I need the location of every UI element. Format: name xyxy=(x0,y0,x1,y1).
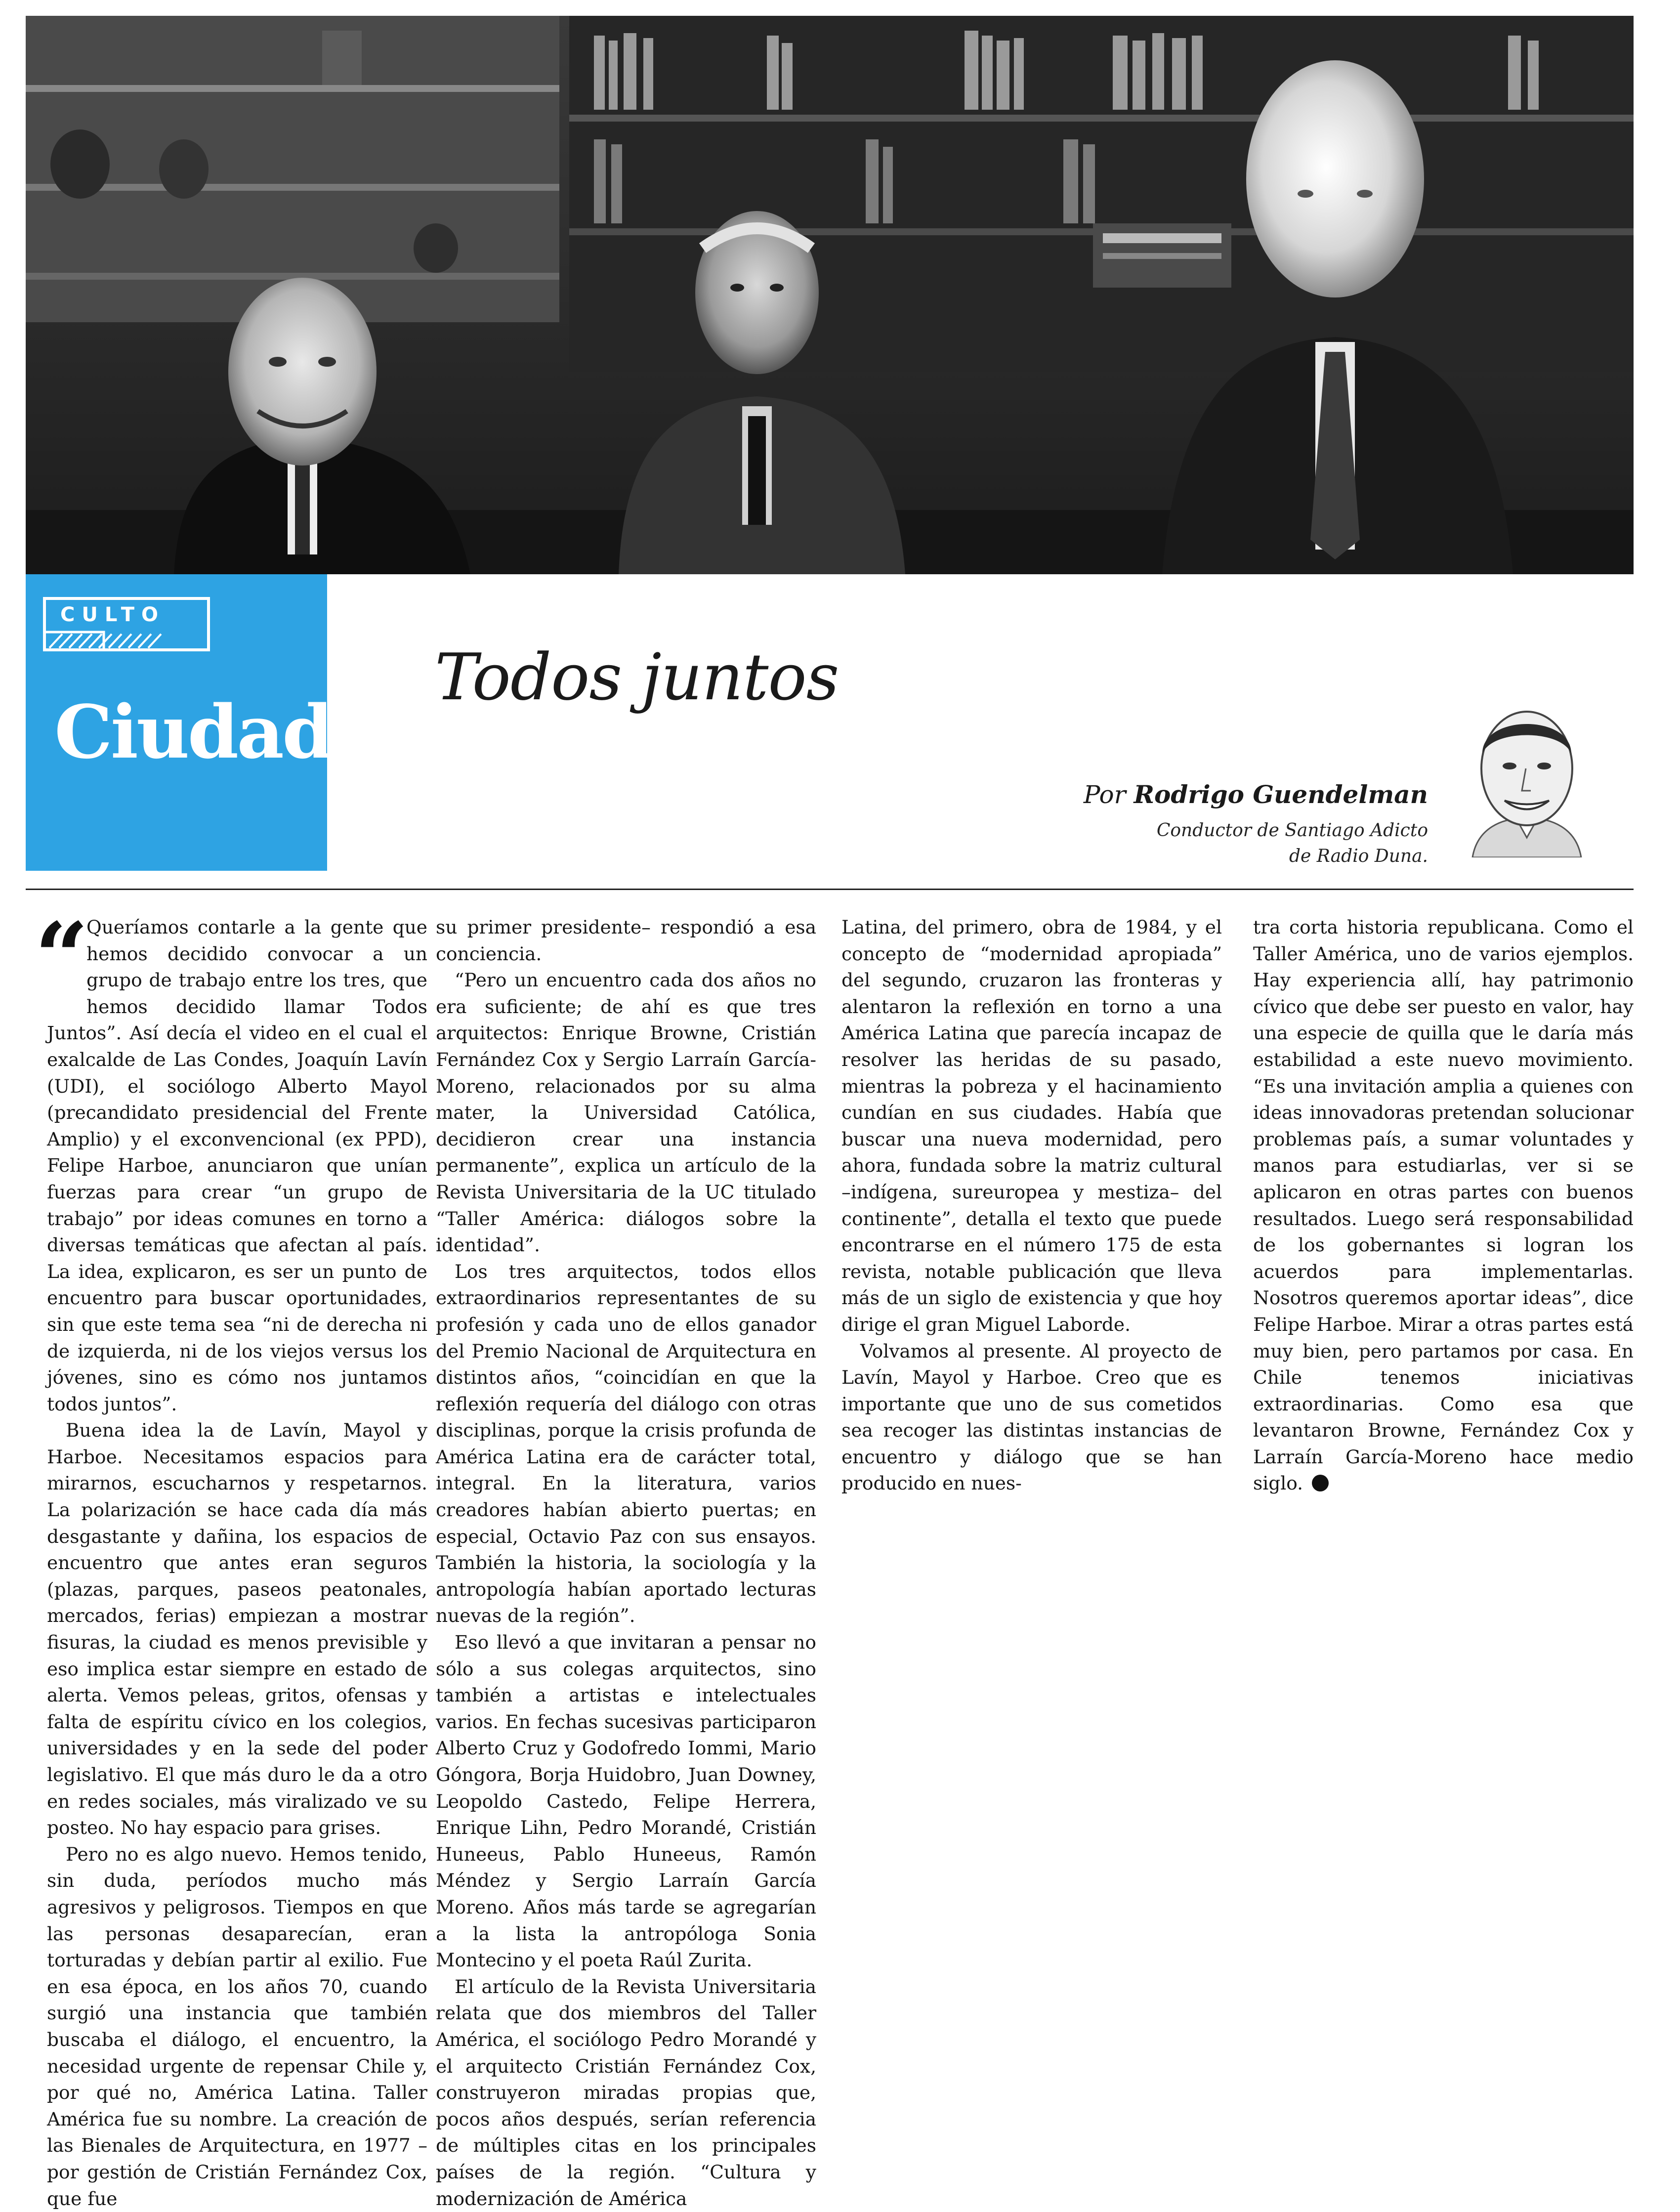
article-headline: Todos juntos xyxy=(435,639,839,715)
author-name: Rodrigo Guendelman xyxy=(1134,780,1428,809)
article-column-4 xyxy=(1253,914,1634,1497)
author-role xyxy=(1082,818,1428,869)
article-column-3 xyxy=(841,914,1222,1497)
paragraph: El artículo de la Revista Universitaria relata que dos miembros del Taller América, el sociólogo Pedro Morandé y el arquitecto Cristián Fernández Cox, construyeron miradas propias que, pocos años después, serían referencia de múltiples citas en los principales países de la región. “Cultura y modernización de América xyxy=(436,1975,816,2210)
end-of-article-dot-icon xyxy=(1312,1475,1329,1491)
article-photo xyxy=(26,16,1634,574)
paragraph: “Pero un encuentro cada dos años no era suficiente; de ahí es que tres arquitectos: Enrique Browne, Cristián Fernández Cox y Sergio Larraín García-Moreno, relacionados por su alma mater, la Universidad Católica, decidieron crear una instancia permanente”, explica un artículo de la Revista Universitaria de la UC titulado “Taller América: diálogos sobre la identidad”. xyxy=(436,969,816,1256)
photo-three-men-in-library xyxy=(26,16,1634,574)
paragraph xyxy=(1253,914,1634,1497)
paragraph: Los tres arquitectos, todos ellos extraordinarios representantes de su profesión y cada uno de ellos ganador del Premio Nacional de Arquitectura en distintos años, “coincidían en que la reflexión requería del diálogo con otras disciplinas, porque la crisis profunda de América Latina era de carácter total, integral. En la literatura, varios creadores habían abierto puertas; en especial, Octavio Paz con sus ensayos. También la historia, la sociología y la antropología habían aportado lecturas nuevas de la región”. xyxy=(436,1260,816,1627)
article-column-2 xyxy=(436,914,816,2212)
byline-prefix: Por xyxy=(1083,780,1126,809)
author-role-line-1: Conductor de Santiago Adicto xyxy=(1156,820,1428,841)
paragraph-text: tra corta historia republicana. Como el Taller América, uno de varios ejemplos. Hay experiencia allí, hay patrimonio cívico que debe ser puesto en valor, hay una especie de quilla que le daría más estabilidad a este nuevo movimiento. “Es una invitación amplia a quienes con ideas innovadoras pretendan solucionar problemas país, a sumar voluntades y manos para estudiarlas, ver si se aplicaron en otras partes con buenos resultados. Luego será responsabilidad de los gobernantes si logran los acuerdos para implementarlas. Nosotros queremos aportar ideas”, dice Felipe Harboe. Mirar a otras partes está muy bien, pero partamos por casa. En Chile tenemos iniciativas extraordinarias. Como esa que levantaron Browne, Fernández Cox y Larraín García-Moreno hace medio siglo. xyxy=(1253,916,1634,1494)
culto-brand-label: CULTO xyxy=(60,603,165,626)
header-divider xyxy=(26,889,1634,890)
paragraph: Pero no es algo nuevo. Hemos tenido, sin duda, períodos mucho más agresivos y peligrosos. Tiempos en que las personas desaparecían, eran torturadas y debían partir al exilio. Fue en esa época, en los años 70, cuando surgió una instancia que también buscaba el diálogo, el encuentro, la necesidad urgente de repensar Chile y, por qué no, América Latina. Taller América fue su nombre. La creación de las Bienales de Arquitectura, en 1977 –por gestión de Cristián Fernández Cox, que fue xyxy=(47,1843,427,2210)
paragraph-text: Queríamos contarle a la gente que hemos decidido convocar a un grupo de trabajo entre los tres, que hemos decidido llamar Todos Juntos”. Así decía el video en el cual el exalcalde de Las Condes, Joaquín Lavín (UDI), el sociólogo Alberto Mayol (precandidato presidencial del Frente Amplio) y el exconvencional (ex PPD), Felipe Harboe, anunciaron que unían fuerzas para crear “un grupo de trabajo” por ideas comunes en torno a diversas temáticas que afectan al país. La idea, explicaron, es ser un punto de encuentro para buscar oportunidades, sin que este tema sea “ni de derecha ni de izquierda, ni de los viejos versus los jóvenes, sino es cómo nos juntamos todos juntos”. xyxy=(47,916,427,1415)
article-column-1 xyxy=(47,914,427,2212)
opening-quote-mark: “ xyxy=(35,902,89,1012)
paragraph: Buena idea la de Lavín, Mayol y Harboe. Necesitamos espacios para mirarnos, escucharnos y respetarnos. La polarización se hace cada día más desgastante y dañina, los espacios de encuentro que antes eran seguros (plazas, parques, paseos peatonales, mercados, ferias) empiezan a mostrar fisuras, la ciudad es menos previsible y eso implica estar siempre en estado de alerta. Vemos peleas, gritos, ofensas y falta de espíritu cívico en los colegios, universidades y en la sede del poder legislativo. El que más duro le da a otro en redes sociales, más viralizado ve su posteo. No hay espacio para grises. xyxy=(47,1419,427,1839)
byline xyxy=(1084,780,1428,809)
paragraph: su primer presidente– respondió a esa conciencia. xyxy=(436,916,816,965)
paragraph xyxy=(47,914,427,1417)
section-title: Ciudad xyxy=(54,689,332,775)
paragraph: Eso llevó a que invitaran a pensar no sólo a sus colegas arquitectos, sino también a artistas e intelectuales varios. En fechas sucesivas participaron Alberto Cruz y Godofredo Iommi, Mario Góngora, Borja Huidobro, Juan Downey, Leopoldo Castedo, Felipe Herrera, Enrique Lihn, Pedro Morandé, Cristián Huneeus, Pablo Huneeus, Ramón Méndez y Sergio Larraín García Moreno. Años más tarde se agregarían a la lista la antropóloga Sonia Montecino y el poeta Raúl Zurita. xyxy=(436,1631,816,1971)
author-portrait-icon xyxy=(1463,694,1591,857)
paragraph: Latina, del primero, obra de 1984, y el concepto de “modernidad apropiada” del segundo, cruzaron las fronteras y alentaron la reflexión en torno a una América Latina que parecía incapaz de resolver las heridas de su pasado, mientras la pobreza y el hacinamiento cundían en sus ciudades. Había que buscar una nueva modernidad, pero ahora, fundada sobre la matriz cultural –indígena, sureuropea y mestiza– del continente”, detalla el texto que puede encontrarse en el número 175 de esta revista, notable publicación que lleva más de un siglo de existencia y que hoy dirige el gran Miguel Laborde. xyxy=(841,916,1222,1335)
author-role-line-2: de Radio Duna. xyxy=(1289,846,1428,866)
paragraph: Volvamos al presente. Al proyecto de Lavín, Mayol y Harboe. Creo que es importante que uno de sus cometidos sea recoger las distintas instancias de encuentro y diálogo que se han producido en nues- xyxy=(841,1340,1222,1494)
section-header-box xyxy=(26,574,332,871)
